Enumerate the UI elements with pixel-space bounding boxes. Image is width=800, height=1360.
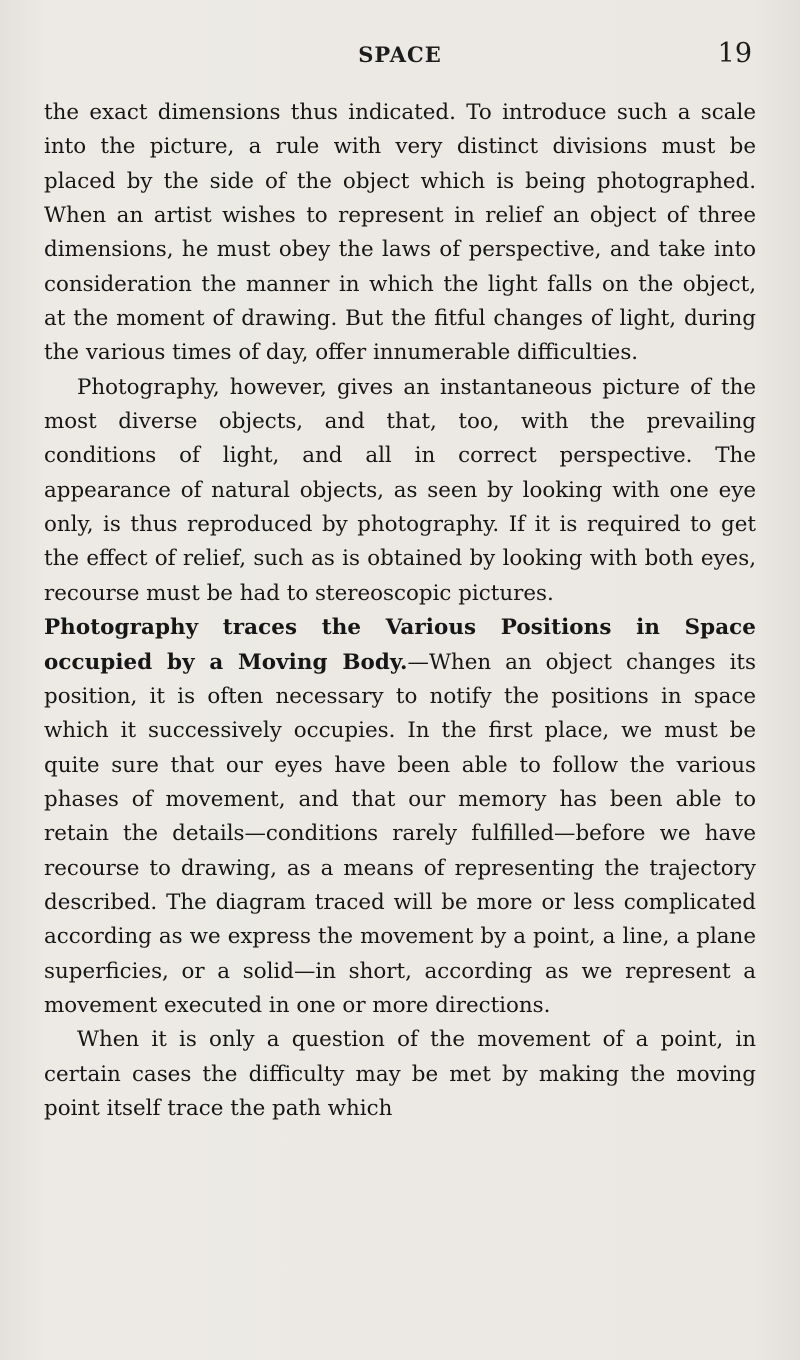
paragraph-continued: the exact dimensions thus indicated. To introduce such a scale into the picture, a rule with very distinct divisions must be placed by the side of the object which is being photographed. When an artist wishes to represent in relief an object of three dimensions, he must obey the laws of perspective, and take into consideration the manner in which the light falls on the object, at the moment of drawing. But the fitful changes of light, during the various times of day, offer innumerable difficulties. <box>44 100 756 366</box>
section-body: —When an object changes its position, it is often necessary to notify the positions in space which it successively occupies. In the first place, we must be quite sure that our eyes have been able to follow the various phases of movement, and that our memory has been able to retain the details—conditions rarely fulfilled—before we have recourse to drawing, as a means of representing the trajectory described. The diagram traced will be more or less complicated according as we express the movement by a point, a line, a plane superficies, or a solid—in short, according as we represent a movement executed in one or more directions. <box>44 649 756 1018</box>
running-head-title: SPACE <box>358 42 442 67</box>
paragraph-moving-body <box>44 611 756 1023</box>
running-head <box>0 38 800 72</box>
body-text <box>44 96 756 1126</box>
paragraph-photography: Photography, however, gives an instantaneous picture of the most diverse objects, and that, too, with the prevailing conditions of light, and all in correct perspective. The appearance of natural objects, as seen by looking with one eye only, is thus reproduced by photography. If it is required to get the effect of relief, such as is obtained by looking with both eyes, recourse must be had to stereoscopic pictures. <box>44 374 756 606</box>
paragraph-point-movement: When it is only a question of the movement of a point, in certain cases the difficulty may be met by making the moving point itself trace the path which <box>44 1027 756 1121</box>
section-run-in-heading: Photography traces the Various Positions in Space occupied by a Moving Body. <box>44 615 756 675</box>
page-number: 19 <box>717 38 752 69</box>
